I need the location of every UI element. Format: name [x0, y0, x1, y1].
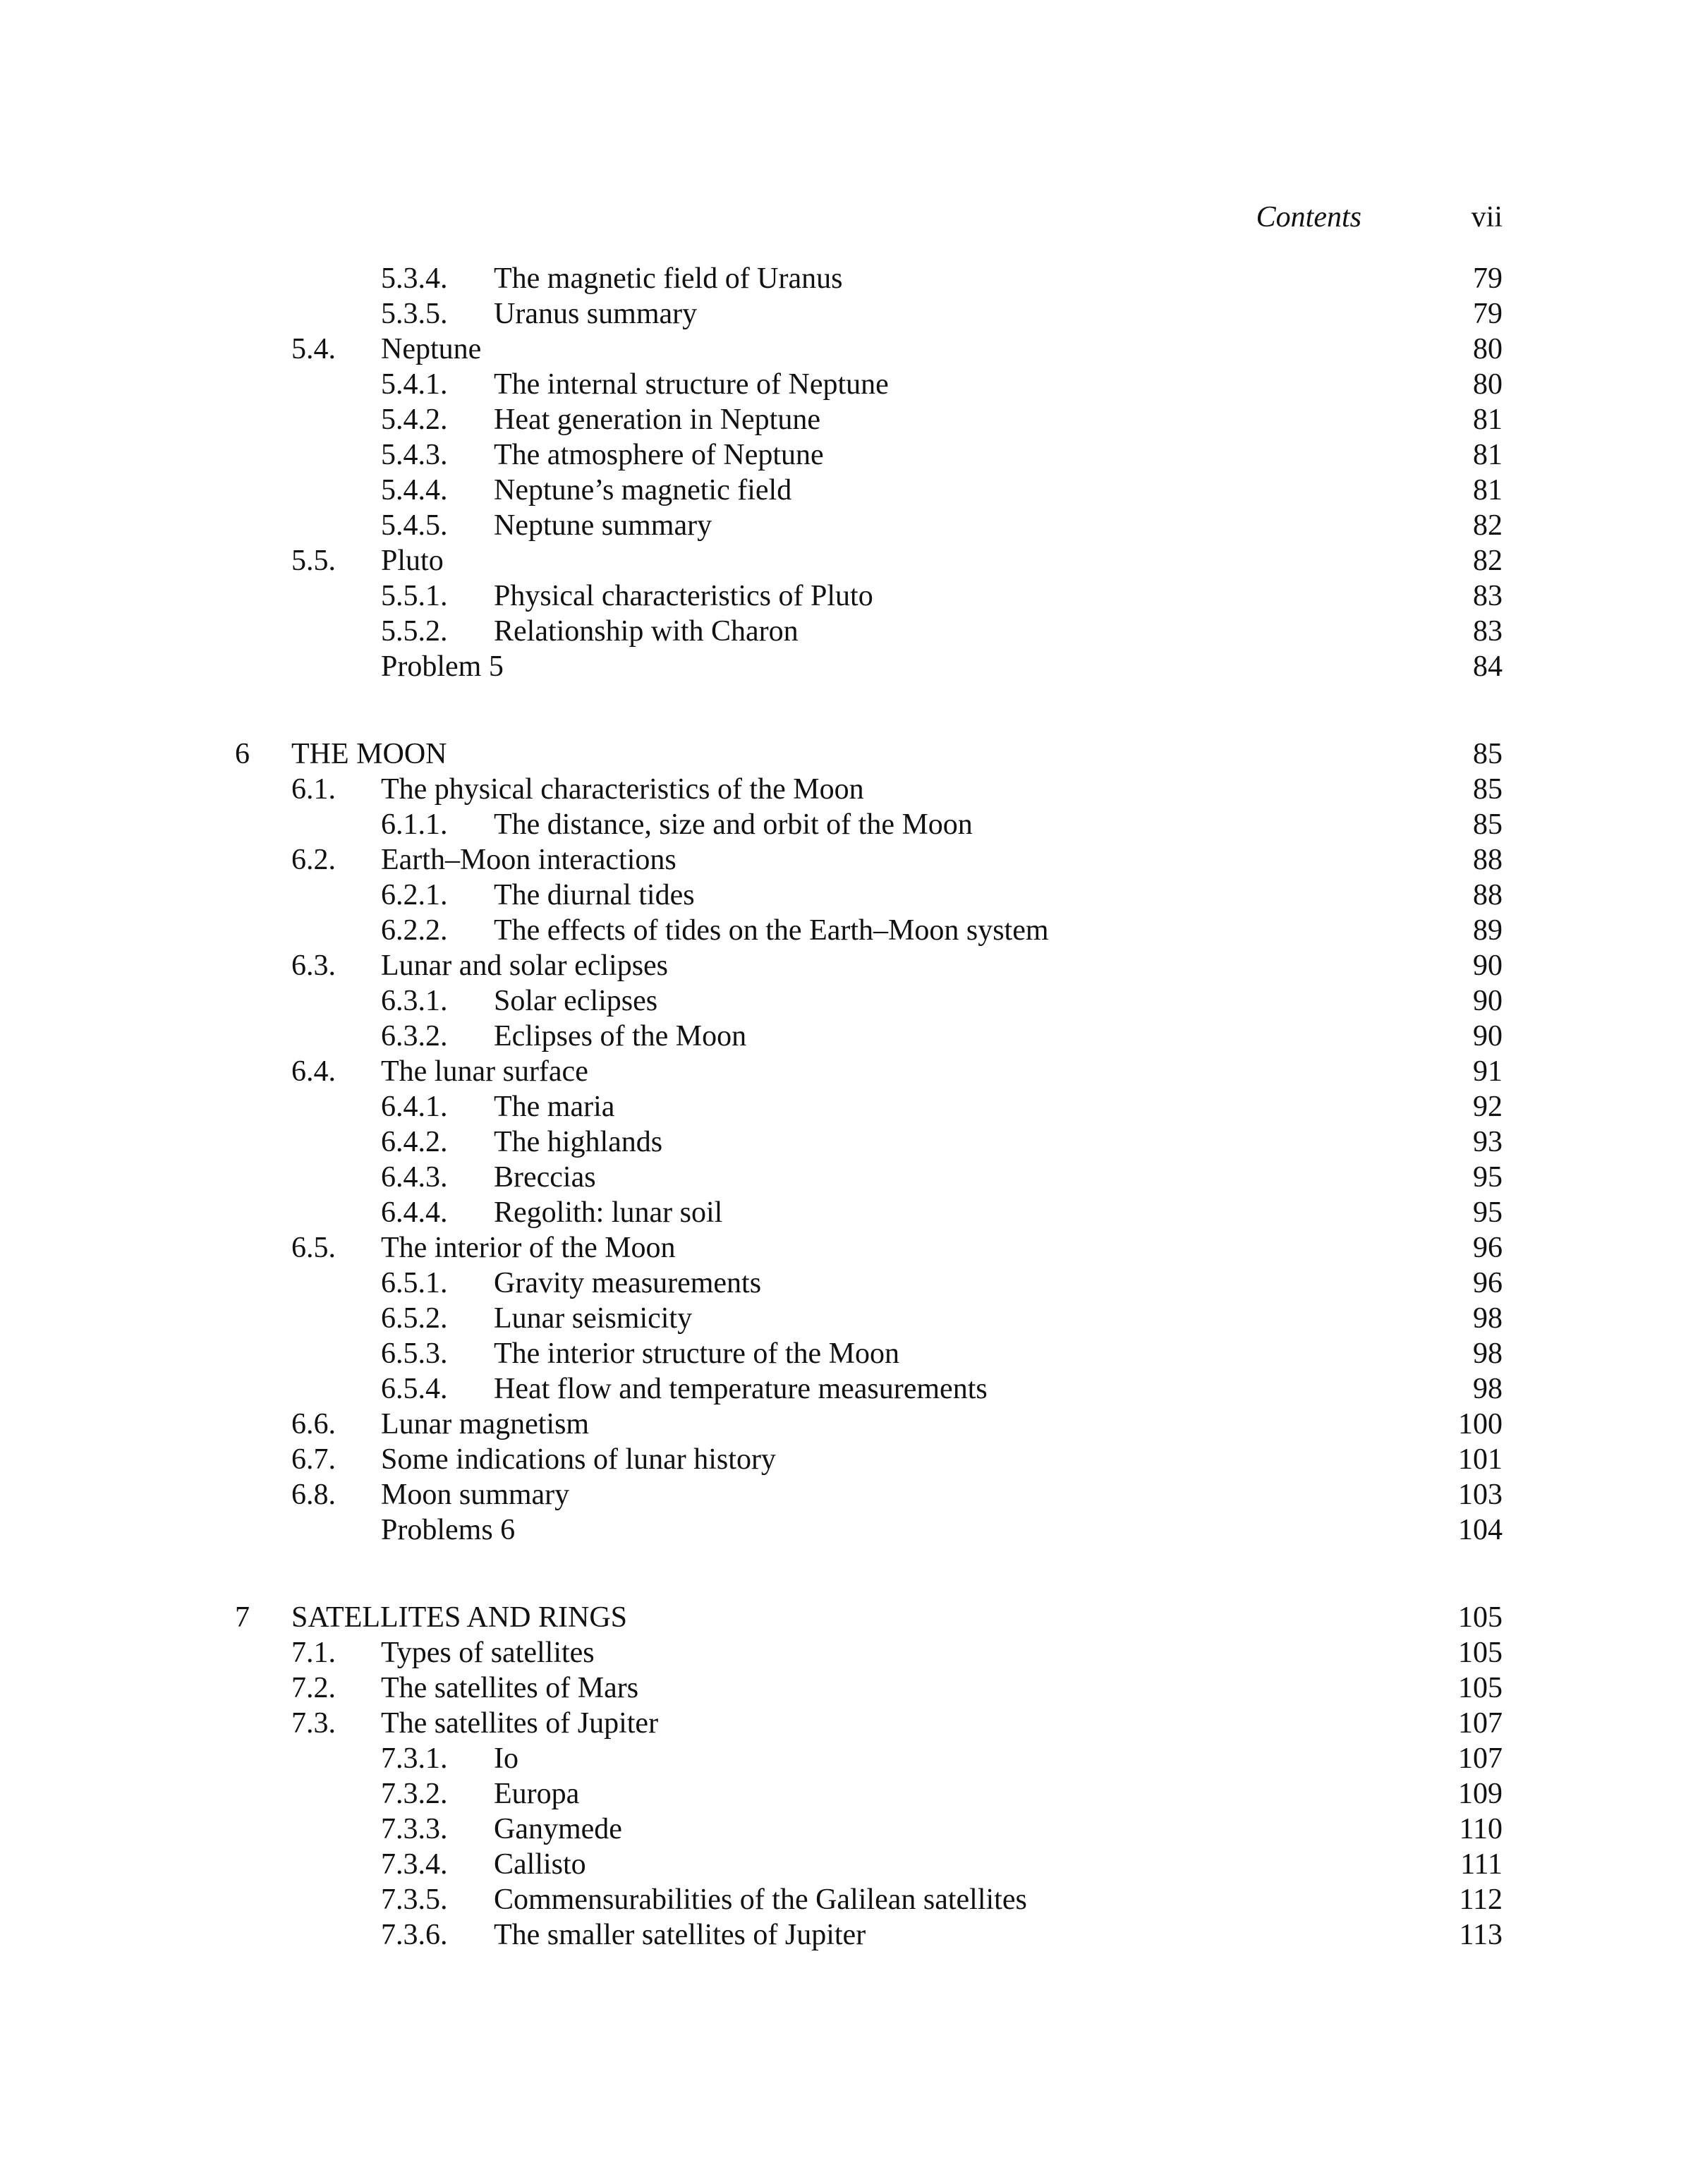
toc-entry-number: 5.3.4.: [381, 262, 448, 295]
toc-entry-page: 83: [1473, 580, 1503, 612]
toc-entry-number: 6.5.1.: [381, 1267, 448, 1299]
toc-entry-number: 6.5.3.: [381, 1337, 448, 1370]
toc-subsection-row: [0, 296, 1705, 332]
toc-entry-number: 7.3.6.: [381, 1919, 448, 1951]
toc-entry-title: Relationship with Charon: [494, 615, 799, 648]
toc-entry-title: Regolith: lunar soil: [494, 1196, 723, 1229]
toc-entry-title: Lunar magnetism: [381, 1408, 590, 1440]
toc-entry-number: 5.3.5.: [381, 298, 448, 330]
toc-problems-row: [0, 649, 1705, 684]
toc-subsection-row: [0, 807, 1705, 842]
toc-subsection-row: [0, 1195, 1705, 1230]
toc-entry-title: Eclipses of the Moon: [494, 1020, 747, 1052]
toc-entry-title: The interior structure of the Moon: [494, 1337, 899, 1370]
toc-entry-title: Callisto: [494, 1848, 586, 1881]
toc-entry-page: 96: [1473, 1232, 1503, 1264]
toc-subsection-row: [0, 1160, 1705, 1195]
toc-entry-title: Lunar and solar eclipses: [381, 950, 669, 982]
toc-entry-page: 103: [1458, 1479, 1503, 1511]
toc-entry-title: Lunar seismicity: [494, 1302, 693, 1335]
toc-entry-page: 84: [1473, 650, 1503, 683]
toc-entry-number: 6.2.2.: [381, 914, 448, 947]
toc-subsection-row: [0, 1124, 1705, 1160]
toc-entry-page: 80: [1473, 333, 1503, 365]
toc-entry-page: 105: [1458, 1637, 1503, 1669]
toc-subsection-row: [0, 261, 1705, 296]
toc-entry-title: Types of satellites: [381, 1637, 595, 1669]
toc-entry-number: 7.3.4.: [381, 1848, 448, 1881]
toc-entry-number: 7.1.: [291, 1637, 336, 1669]
toc-subsection-row: [0, 402, 1705, 437]
toc-subsection-row: [0, 578, 1705, 614]
toc-subsection-row: [0, 1917, 1705, 1953]
toc-entry-page: 98: [1473, 1373, 1503, 1405]
toc-entry-page: 81: [1473, 439, 1503, 471]
toc-entry-page: 85: [1473, 738, 1503, 770]
toc-entry-page: 82: [1473, 545, 1503, 577]
toc-entry-page: 88: [1473, 879, 1503, 911]
toc-entry-title: The satellites of Mars: [381, 1672, 639, 1704]
toc-entry-page: 104: [1458, 1514, 1503, 1546]
toc-entry-number: 6.1.1.: [381, 808, 448, 841]
toc-entry-page: 101: [1458, 1443, 1503, 1476]
toc-subsection-row: [0, 1336, 1705, 1371]
toc-entry-page: 107: [1458, 1707, 1503, 1740]
toc-subsection-row: [0, 1882, 1705, 1917]
toc-section-row: [0, 948, 1705, 983]
toc-entry-title: The physical characteristics of the Moon: [381, 773, 864, 806]
toc-entry-title: Uranus summary: [494, 298, 698, 330]
toc-entry-title: Neptune’s magnetic field: [494, 474, 792, 506]
toc-subsection-row: [0, 473, 1705, 508]
toc-entry-number: 6.7.: [291, 1443, 336, 1476]
toc-entry-title: Breccias: [494, 1161, 596, 1194]
toc-entry-number: 5.5.1.: [381, 580, 448, 612]
toc-entry-page: 88: [1473, 844, 1503, 876]
toc-entry-title: Gravity measurements: [494, 1267, 762, 1299]
toc-entry-title: Physical characteristics of Pluto: [494, 580, 873, 612]
toc-entry-number: 7.3.3.: [381, 1813, 448, 1845]
toc-subsection-row: [0, 1847, 1705, 1882]
toc-entry-number: 5.4.2.: [381, 404, 448, 436]
toc-entry-number: 6.6.: [291, 1408, 336, 1440]
toc-entry-number: 6.2.1.: [381, 879, 448, 911]
toc-subsection-row: [0, 437, 1705, 473]
toc-entry-title: Ganymede: [494, 1813, 622, 1845]
toc-subsection-row: [0, 913, 1705, 948]
toc-entry-page: 85: [1473, 773, 1503, 806]
toc-entry-title: The distance, size and orbit of the Moon: [494, 808, 973, 841]
toc-entry-page: 85: [1473, 808, 1503, 841]
toc-entry-title: Io: [494, 1742, 518, 1775]
toc-section-row: [0, 1706, 1705, 1741]
toc-entry-page: 80: [1473, 368, 1503, 401]
toc-entry-title: Heat generation in Neptune: [494, 404, 820, 436]
toc-section-row: [0, 1477, 1705, 1512]
toc-entry-page: 93: [1473, 1126, 1503, 1158]
toc-subsection-row: [0, 1301, 1705, 1336]
running-header-title: Contents: [1256, 201, 1361, 233]
toc-chapter-row: [0, 1600, 1705, 1635]
toc-entry-title: The smaller satellites of Jupiter: [494, 1919, 866, 1951]
toc-subsection-row: [0, 983, 1705, 1019]
toc-entry-title: The highlands: [494, 1126, 663, 1158]
toc-entry-page: 105: [1458, 1601, 1503, 1634]
toc-entry-number: 6.4.: [291, 1055, 336, 1088]
toc-entry-number: 5.4.3.: [381, 439, 448, 471]
toc-section-row: [0, 543, 1705, 578]
toc-entry-number: 6.4.4.: [381, 1196, 448, 1229]
toc-entry-page: 81: [1473, 404, 1503, 436]
toc-section-row: [0, 772, 1705, 807]
toc-entry-number: 6.5.2.: [381, 1302, 448, 1335]
toc-entry-title: The magnetic field of Uranus: [494, 262, 843, 295]
toc-entry-page: 110: [1459, 1813, 1503, 1845]
toc-entry-title: Neptune summary: [494, 509, 712, 542]
toc-entry-title: Pluto: [381, 545, 444, 577]
toc-entry-title: The diurnal tides: [494, 879, 695, 911]
toc-entry-number: 7.3.1.: [381, 1742, 448, 1775]
toc-entry-number: 6.3.1.: [381, 985, 448, 1017]
toc-entry-title: Neptune: [381, 333, 482, 365]
toc-entry-number: 6.4.3.: [381, 1161, 448, 1194]
toc-entry-title: The interior of the Moon: [381, 1232, 676, 1264]
toc-entry-number: 5.4.: [291, 333, 336, 365]
toc-entry-number: 6.1.: [291, 773, 336, 806]
toc-entry-title: SATELLITES AND RINGS: [291, 1601, 628, 1634]
toc-entry-number: 7.3.5.: [381, 1883, 448, 1916]
toc-entry-title: Commensurabilities of the Galilean satellites: [494, 1883, 1027, 1916]
toc-entry-number: 7: [235, 1601, 250, 1634]
toc-entry-page: 100: [1458, 1408, 1503, 1440]
toc-entry-title: The atmosphere of Neptune: [494, 439, 824, 471]
toc-entry-number: 5.4.4.: [381, 474, 448, 506]
toc-entry-page: 79: [1473, 298, 1503, 330]
toc-entry-page: 79: [1473, 262, 1503, 295]
toc-entry-title: Some indications of lunar history: [381, 1443, 776, 1476]
toc-entry-title: Problem 5: [381, 650, 504, 683]
toc-entry-page: 81: [1473, 474, 1503, 506]
toc-entry-title: The satellites of Jupiter: [381, 1707, 659, 1740]
toc-subsection-row: [0, 508, 1705, 543]
toc-subsection-row: [0, 1812, 1705, 1847]
toc-subsection-row: [0, 367, 1705, 402]
toc-entry-number: 6.3.: [291, 950, 336, 982]
toc-entry-title: The internal structure of Neptune: [494, 368, 889, 401]
toc-entry-title: Europa: [494, 1778, 580, 1810]
toc-section-row: [0, 1054, 1705, 1089]
toc-entry-page: 113: [1459, 1919, 1503, 1951]
toc-entry-title: THE MOON: [291, 738, 447, 770]
toc-section-row: [0, 1230, 1705, 1266]
toc-entry-number: 7.2.: [291, 1672, 336, 1704]
toc-entry-number: 5.5.: [291, 545, 336, 577]
toc-entry-number: 6: [235, 738, 250, 770]
toc-subsection-row: [0, 1266, 1705, 1301]
toc-subsection-row: [0, 1089, 1705, 1124]
toc-entry-page: 82: [1473, 509, 1503, 542]
toc-entry-number: 6.2.: [291, 844, 336, 876]
toc-entry-number: 6.4.1.: [381, 1091, 448, 1123]
toc-entry-page: 109: [1458, 1778, 1503, 1810]
toc-section-row: [0, 842, 1705, 878]
toc-entry-page: 89: [1473, 914, 1503, 947]
toc-entry-number: 6.5.4.: [381, 1373, 448, 1405]
page-number: vii: [1471, 201, 1503, 233]
toc-entry-title: Heat flow and temperature measurements: [494, 1373, 988, 1405]
toc-subsection-row: [0, 614, 1705, 649]
toc-entry-number: 5.4.1.: [381, 368, 448, 401]
toc-entry-page: 112: [1459, 1883, 1503, 1916]
toc-entry-page: 105: [1458, 1672, 1503, 1704]
toc-entry-page: 95: [1473, 1161, 1503, 1194]
toc-entry-page: 96: [1473, 1267, 1503, 1299]
toc-subsection-row: [0, 878, 1705, 913]
toc-entry-title: Moon summary: [381, 1479, 570, 1511]
toc-entry-number: 6.4.2.: [381, 1126, 448, 1158]
toc-section-row: [0, 1407, 1705, 1442]
toc-entry-page: 83: [1473, 615, 1503, 648]
toc-subsection-row: [0, 1741, 1705, 1776]
toc-entry-title: The maria: [494, 1091, 615, 1123]
table-of-contents: [0, 261, 1705, 1953]
toc-entry-page: 90: [1473, 985, 1503, 1017]
toc-entry-page: 111: [1460, 1848, 1503, 1881]
toc-entry-number: 6.5.: [291, 1232, 336, 1264]
toc-entry-page: 107: [1458, 1742, 1503, 1775]
toc-entry-page: 90: [1473, 950, 1503, 982]
toc-entry-number: 7.3.2.: [381, 1778, 448, 1810]
toc-entry-title: The effects of tides on the Earth–Moon system: [494, 914, 1049, 947]
toc-entry-title: Earth–Moon interactions: [381, 844, 676, 876]
toc-entry-page: 98: [1473, 1302, 1503, 1335]
toc-subsection-row: [0, 1371, 1705, 1407]
toc-subsection-row: [0, 1019, 1705, 1054]
toc-entry-page: 90: [1473, 1020, 1503, 1052]
toc-entry-number: 6.3.2.: [381, 1020, 448, 1052]
toc-entry-title: The lunar surface: [381, 1055, 588, 1088]
toc-entry-page: 98: [1473, 1337, 1503, 1370]
toc-section-row: [0, 332, 1705, 367]
toc-entry-page: 91: [1473, 1055, 1503, 1088]
toc-section-row: [0, 1635, 1705, 1670]
toc-entry-number: 5.5.2.: [381, 615, 448, 648]
toc-entry-page: 95: [1473, 1196, 1503, 1229]
toc-problems-row: [0, 1512, 1705, 1548]
toc-section-row: [0, 1442, 1705, 1477]
toc-chapter-row: [0, 736, 1705, 772]
toc-entry-page: 92: [1473, 1091, 1503, 1123]
toc-subsection-row: [0, 1776, 1705, 1812]
toc-entry-number: 6.8.: [291, 1479, 336, 1511]
toc-entry-title: Solar eclipses: [494, 985, 658, 1017]
toc-entry-title: Problems 6: [381, 1514, 516, 1546]
toc-section-row: [0, 1670, 1705, 1706]
toc-entry-number: 5.4.5.: [381, 509, 448, 542]
toc-entry-number: 7.3.: [291, 1707, 336, 1740]
